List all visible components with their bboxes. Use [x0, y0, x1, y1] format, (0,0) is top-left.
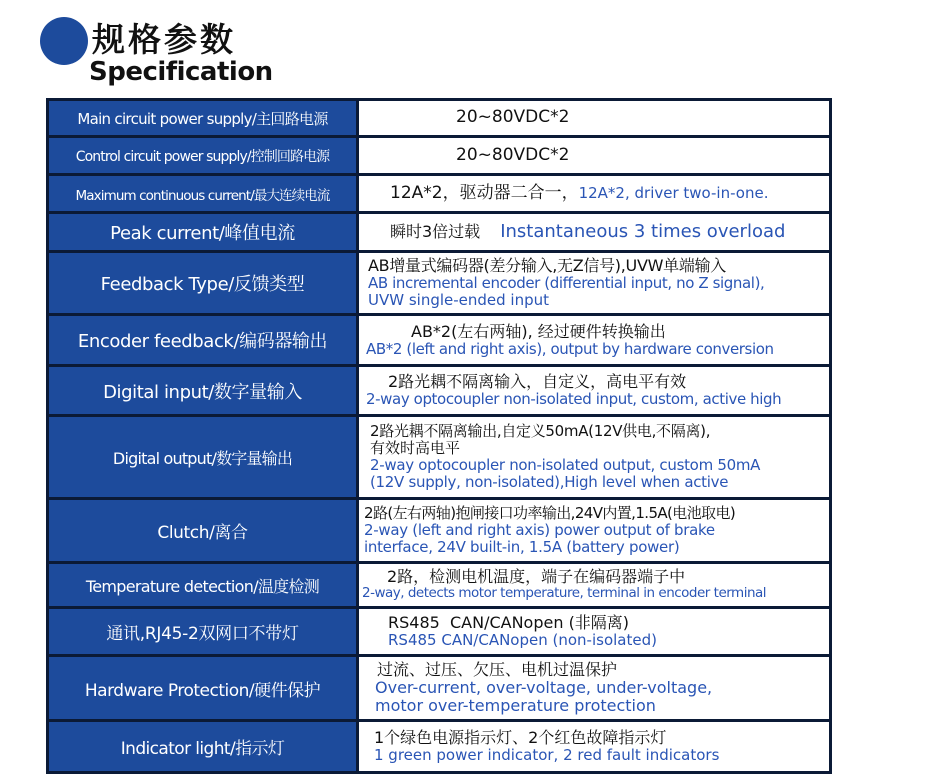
row-label: 通讯,RJ45-2双网口不带灯	[49, 609, 356, 654]
row-value	[359, 316, 829, 364]
table-row-indicator-light	[49, 722, 829, 771]
row-value-en: 2-way optocoupler non-isolated input, custom, active high	[366, 390, 782, 409]
row-value-en: 2-way, detects motor temperature, terminal in encoder terminal	[362, 585, 767, 602]
row-label: Control circuit power supply/控制回路电源	[49, 138, 356, 173]
spec-table	[46, 98, 832, 774]
row-value-en-line2: motor over-temperature protection	[375, 695, 656, 715]
row-label: Encoder feedback/编码器输出	[49, 316, 356, 364]
table-row-clutch	[49, 500, 829, 561]
row-label: Digital input/数字量输入	[49, 367, 356, 414]
row-label: Main circuit power supply/主回路电源	[49, 101, 356, 135]
row-value	[359, 500, 829, 561]
row-value	[359, 657, 829, 719]
table-row-control-power	[49, 138, 829, 173]
row-label: Clutch/离合	[49, 500, 356, 561]
page-title-en: Specification	[89, 57, 273, 87]
row-label: Indicator light/指示灯	[49, 722, 356, 771]
row-value-en: AB*2 (left and right axis), output by hardware conversion	[366, 339, 774, 358]
row-label: Feedback Type/反馈类型	[49, 253, 356, 313]
row-value-cn: 过流、过压、欠压、电机过温保护	[377, 660, 618, 680]
row-value	[359, 176, 829, 211]
row-value-cn: 2路(左右两轴)抱闸接口功率输出,24V内置,1.5A(电池取电)	[364, 504, 736, 523]
row-value-cn: 1个绿色电源指示灯、2个红色故障指示灯	[374, 728, 667, 748]
row-value-text: 20~80VDC*2	[456, 144, 570, 165]
title-bullet-icon	[40, 17, 88, 65]
row-value-en-line1: 2-way optocoupler non-isolated output, custom 50mA	[370, 456, 761, 474]
row-value-cn: 12A*2，驱动器二合一，	[390, 182, 579, 203]
row-value	[359, 253, 829, 313]
row-label: Peak current/峰值电流	[49, 214, 356, 250]
row-value-en: RS485 CAN/CANopen (non-isolated)	[388, 631, 657, 650]
row-value-en-line1: AB incremental encoder (differential input, no Z signal),	[368, 274, 765, 293]
row-value	[359, 564, 829, 606]
row-label: Maximum continuous current/最大连续电流	[49, 176, 356, 211]
table-row-encoder-feedback	[49, 316, 829, 364]
row-value-cn-line1: 2路光耦不隔离输出,自定义50mA(12V供电,不隔离),	[370, 422, 711, 441]
table-row-digital-input	[49, 367, 829, 414]
row-label: Temperature detection/温度检测	[49, 564, 356, 606]
table-row-max-current	[49, 176, 829, 211]
row-value-en-line2: interface, 24V built-in, 1.5A (battery power)	[364, 537, 680, 556]
table-row-hardware-protection	[49, 657, 829, 719]
row-label: Hardware Protection/硬件保护	[49, 657, 356, 719]
row-value-cn-line2: 有效时高电平	[370, 439, 461, 458]
row-value-cn: 2路光耦不隔离输入，自定义，高电平有效	[388, 372, 687, 392]
row-value-text: 20~80VDC*2	[456, 107, 570, 128]
table-row-main-power	[49, 101, 829, 135]
row-value	[359, 722, 829, 771]
row-value	[359, 609, 829, 654]
row-value	[359, 101, 829, 135]
row-value-en-line1: 2-way (left and right axis) power output of brake	[364, 521, 715, 540]
row-value	[359, 417, 829, 497]
row-value	[359, 214, 829, 250]
table-row-digital-output	[49, 417, 829, 497]
table-row-temperature	[49, 564, 829, 606]
row-value-en: 12A*2, driver two-in-one.	[578, 183, 769, 202]
row-value-cn: AB增量式编码器(差分输入,无Z信号),UVW单端输入	[368, 256, 726, 276]
table-row-feedback-type	[49, 253, 829, 313]
row-value-cn: 瞬时3倍过载	[390, 221, 481, 241]
row-value-en: Instantaneous 3 times overload	[500, 220, 786, 242]
row-value	[359, 138, 829, 173]
row-value-cn: 2路，检测电机温度，端子在编码器端子中	[387, 567, 686, 587]
row-value-en-line2: UVW single-ended input	[368, 290, 550, 309]
table-row-peak-current	[49, 214, 829, 250]
table-row-communication	[49, 609, 829, 654]
row-value-en: 1 green power indicator, 2 red fault indicators	[374, 746, 720, 765]
row-value	[359, 367, 829, 414]
row-value-en-line2: (12V supply, non-isolated),High level when active	[370, 472, 729, 491]
header	[0, 0, 943, 95]
row-value-cn: AB*2(左右两轴), 经过硬件转换输出	[411, 321, 666, 341]
page-title-cn: 规格参数	[92, 20, 236, 59]
row-value-cn: RS485 CAN/CANopen (非隔离)	[388, 613, 630, 633]
row-label: Digital output/数字量输出	[49, 417, 356, 497]
row-value-en-line1: Over-current, over-voltage, under-voltage,	[375, 678, 713, 698]
